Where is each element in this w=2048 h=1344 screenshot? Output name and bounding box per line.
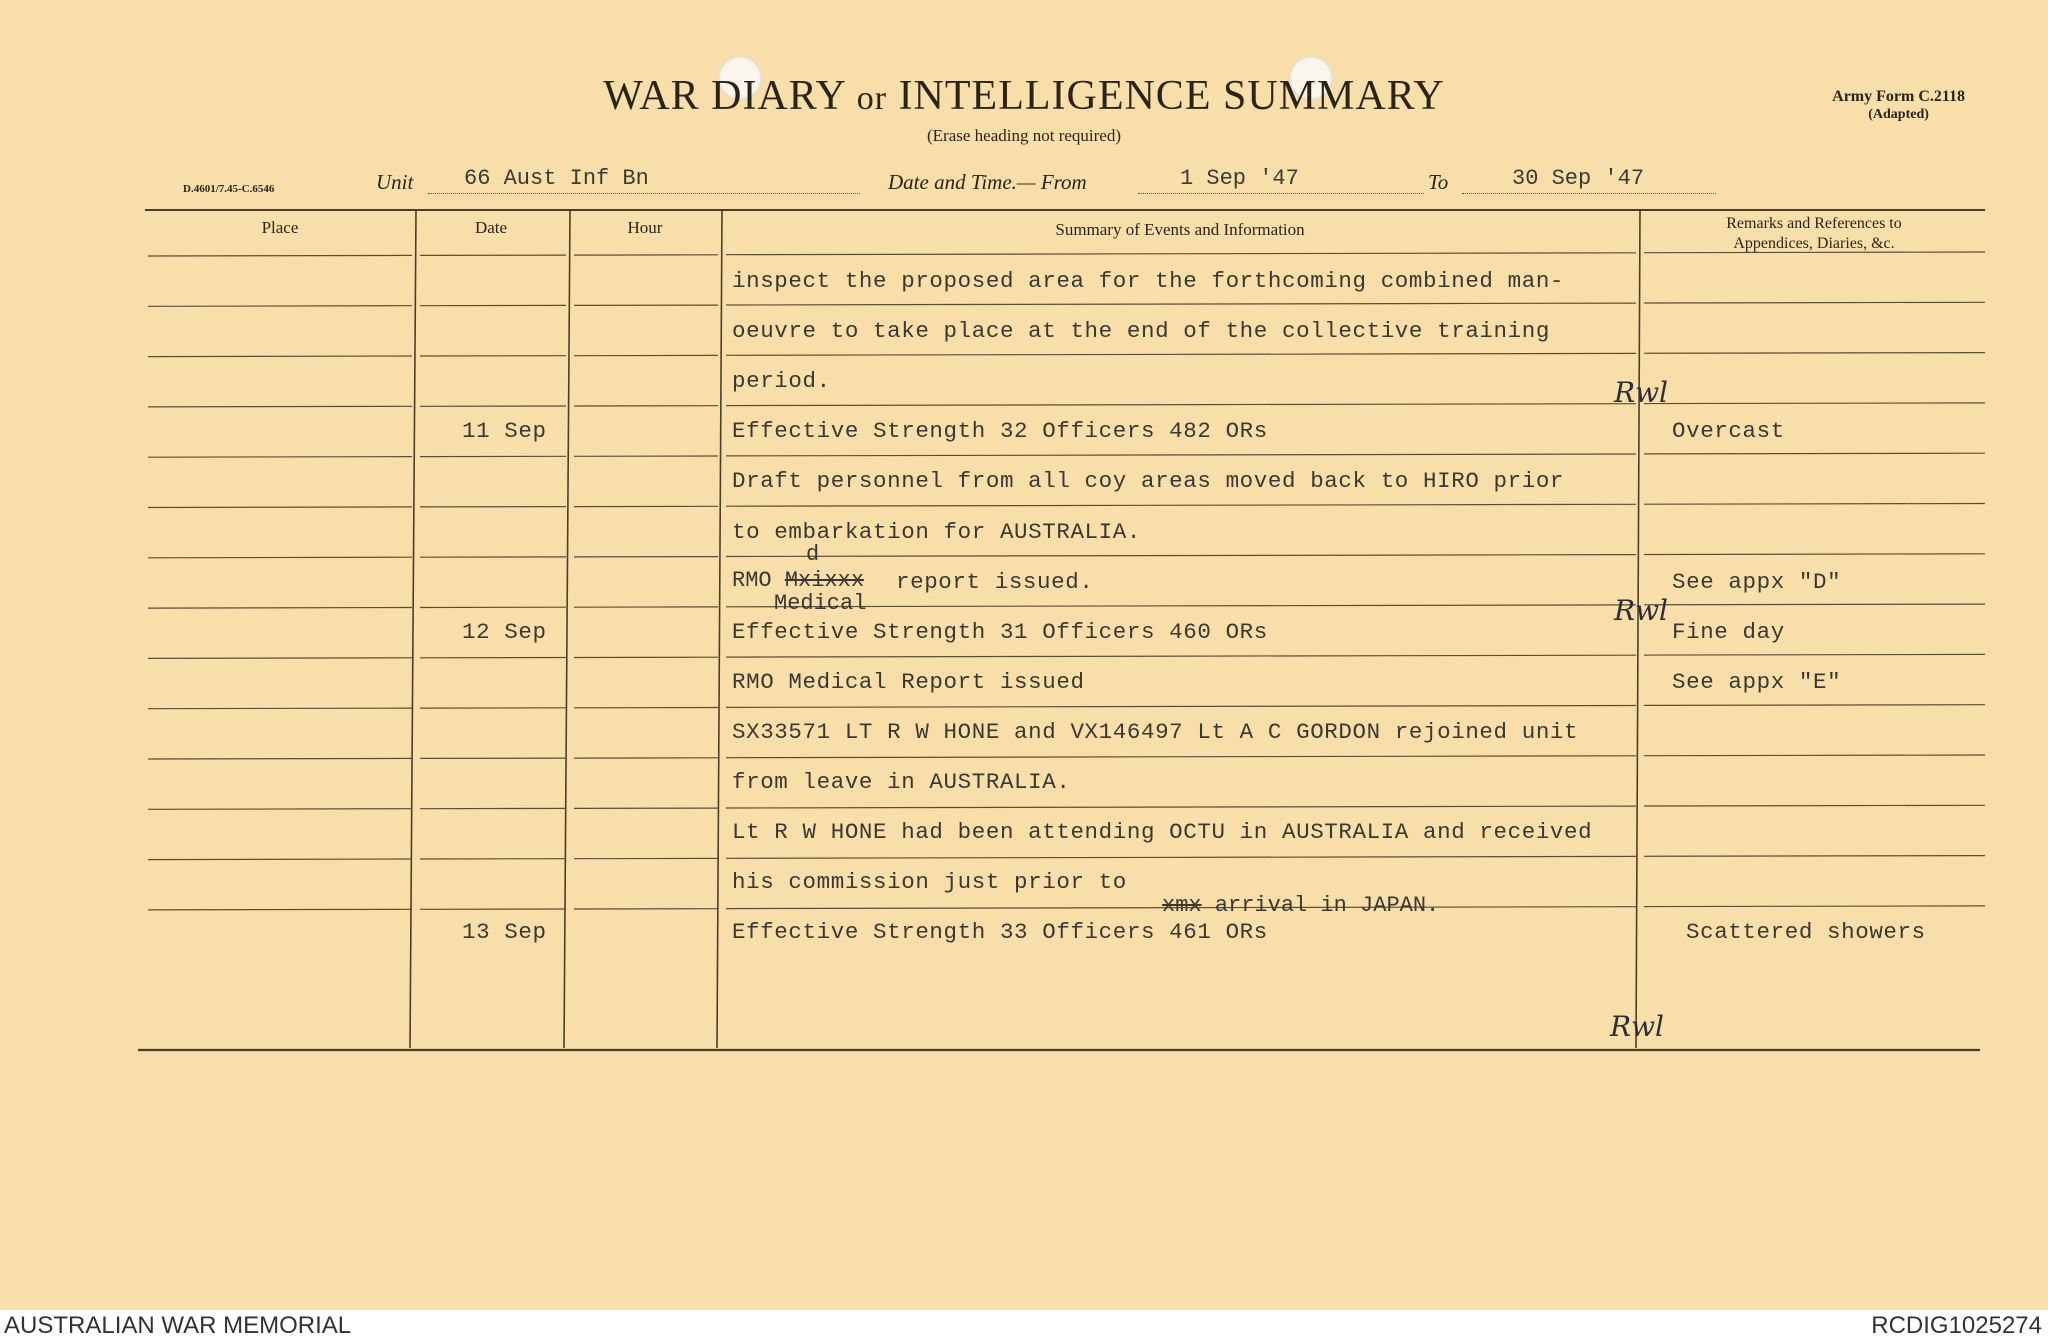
to-label: To — [1428, 170, 1449, 194]
column-header-remarks — [1642, 214, 1986, 254]
to-date-value: 30 Sep '47 — [1512, 166, 1645, 191]
entry-remarks: Fine day — [1672, 618, 1785, 645]
unit-value: 66 Aust Inf Bn — [464, 166, 649, 191]
entry-remarks: Scattered showers — [1686, 919, 1926, 946]
title-intelligence-summary: INTELLIGENCE SUMMARY — [898, 73, 1445, 119]
entry-summary: RMO Medical Report issued — [732, 668, 1085, 695]
column-header-hour: Hour — [627, 218, 663, 237]
entry-summary: Effective Strength 33 Officers 461 ORs — [732, 919, 1268, 946]
rmo-inserted-word: Medical — [774, 591, 867, 616]
entry-summary: his commission just prior to — [732, 869, 1127, 896]
entry-summary: inspect the proposed area for the forthcoming combined man- — [732, 268, 1565, 294]
date-time-label: Date and Time.— From — [888, 170, 1087, 194]
entry-summary: SX33571 LT R W HONE and VX146497 Lt A C GORDON rejoined unit — [732, 718, 1579, 745]
rmo-prefix: RMO — [732, 568, 772, 593]
column-header-summary: Summary of Events and Information — [1055, 220, 1305, 239]
column-header-remarks-line2: Appendices, Diaries, &c. — [1733, 235, 1895, 252]
print-reference: D.4601/7.45-C.6546 — [183, 183, 275, 195]
entry-remarks: See appx "E" — [1672, 668, 1842, 695]
commission-line-tail — [1162, 893, 1439, 918]
commission-struck-word: xmx — [1162, 893, 1202, 918]
initials-signature-3: Rwl — [1610, 1010, 1665, 1043]
entry-summary: Lt R W HONE had been attending OCTU in AUSTRALIA and received — [732, 819, 1593, 846]
entry-summary: period. — [732, 368, 831, 395]
footer-left-credit: AUSTRALIAN WAR MEMORIAL — [4, 1312, 352, 1339]
entry-summary: report issued. — [896, 568, 1094, 595]
unit-label: Unit — [376, 170, 414, 194]
page-subtitle: (Erase heading not required) — [927, 126, 1121, 145]
entry-summary: Draft personnel from all coy areas moved back to HIRO prior — [732, 468, 1565, 495]
title-or: or — [856, 80, 888, 117]
entry-date: 13 Sep — [462, 919, 547, 946]
entry-summary: oeuvre to take place at the end of the collective training — [732, 318, 1550, 345]
column-header-place: Place — [261, 218, 299, 237]
rmo-struck-word: Mxixxx — [784, 568, 865, 593]
entry-date: 12 Sep — [462, 618, 547, 645]
entry-summary: Effective Strength 32 Officers 482 ORs — [732, 418, 1268, 445]
column-header-remarks-line1: Remarks and References to — [1726, 215, 1902, 232]
form-number-text: Army Form C.2118 — [1832, 88, 1965, 105]
column-header-date: Date — [474, 218, 508, 237]
entry-remarks: See appx "D" — [1672, 568, 1842, 595]
title-war-diary: WAR DIARY — [603, 73, 846, 119]
initials-signature-2: Rwl — [1614, 594, 1669, 627]
rmo-inserted-letter: d — [806, 542, 820, 567]
entry-summary: from leave in AUSTRALIA. — [732, 769, 1071, 795]
entry-summary: to embarkation for AUSTRALIA. — [732, 518, 1141, 545]
form-adapted: (Adapted) — [1868, 107, 1929, 122]
from-date-value: 1 Sep '47 — [1180, 166, 1299, 191]
entry-remarks: Overcast — [1672, 418, 1785, 445]
entry-date: 11 Sep — [462, 418, 547, 445]
rmo-line — [732, 568, 864, 593]
initials-signature-1: Rwl — [1614, 376, 1669, 409]
entry-summary: Effective Strength 31 Officers 460 ORs — [732, 618, 1268, 645]
footer-right-id: RCDIG1025274 — [1871, 1312, 2042, 1339]
commission-tail-text: arrival in JAPAN. — [1214, 893, 1440, 918]
